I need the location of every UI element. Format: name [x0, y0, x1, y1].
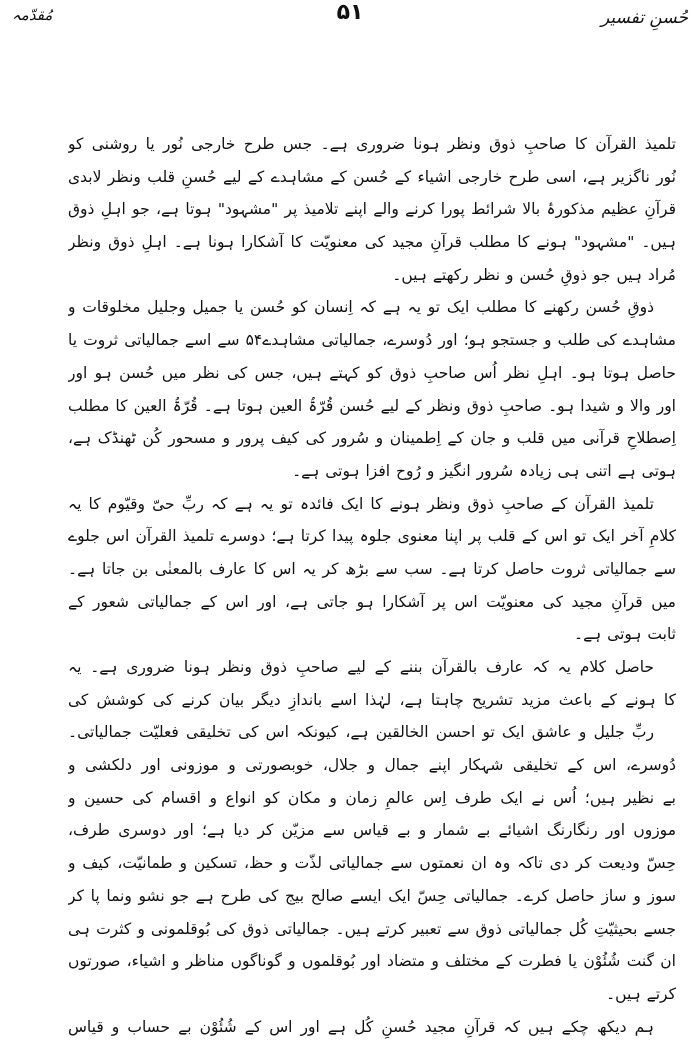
paragraph [68, 716, 676, 1010]
text-line: ہوتی ہے اتنی ہی زیادہ سُرور انگیز و رُوح افزا ہوتی ہے۔ [292, 461, 676, 480]
text-line: کا ہونے کے باعث مزید تشریح چاہتا ہے، لہٰذا اسے باندازِ دیگر بیان کرنے کی کوشش کی [68, 690, 676, 709]
paragraph [68, 488, 676, 651]
text-line: اور والا و شیدا ہو۔ صاحبِ ذوق ونظر کے لیے حُسن قُرّۃُ العین ہوتا ہے۔ قُرّۃُ العین کا مطلب [68, 396, 676, 415]
text-line: میں قرآنِ مجید کی معنویّت اس پر آشکارا ہو جاتی ہے، اور اس کے جمالیاتی شعور کے [68, 592, 676, 611]
text-line: حِسّ ودیعت کر دی تاکہ وہ ان نعمتوں سے جمالیاتی لذّت و حظ، تسکین و طمانیّت، کیف و [68, 854, 676, 873]
running-header-book-title: حُسنِ تفسیر [600, 8, 688, 28]
text-line: کرتے ہیں۔ [606, 984, 676, 1003]
paragraph [68, 651, 676, 716]
text-line: اِصطلاحِ قرآنی میں قلب و جان کے اِطمینان و سُرور کی کیف پرور و مسحور کُن ٹھنڈک ہے، [68, 429, 676, 448]
text-line: ہیں۔ "مشہود" ہونے کا مطلب قرآنِ مجید کی معنویّت کا آشکارا ہونا ہے۔ اہلِ ذوق ونظر [68, 233, 676, 252]
text-line: ان گنت شُئُوْن یا فطرت کے مختلف و متضاد اور بُوقلموں و گوناگوں مناظر و اشیاء، صورتوں [68, 952, 676, 971]
running-header-section-title: مُقدّمہ [12, 6, 53, 24]
text-line: بے نظیر ہیں؛ اُس نے ایک طرف اِس عالمِ زمان و مکان کو انواع و اقسام کی حسین و [68, 788, 676, 807]
text-line: سے جمالیاتی ثروت حاصل کرتا ہے۔ سب سے بڑھ کر یہ اس کا عارف بالمعنٰی بن جاتا ہے۔ [68, 559, 676, 578]
text-line: جسے بحیثیّتِ کُل جمالیاتی ذوق سے تعبیر کرتے ہیں۔ جمالیاتی ذوق کی بُوقلمونی و کثرت ہی [68, 919, 676, 938]
paragraph [68, 128, 676, 291]
paragraph [68, 1011, 676, 1044]
text-line: قرآنِ عظیم مذکورۂ بالا شرائط پورا کرنے والے اپنے تلامیذ پر "مشہود" ہوتا ہے، جو اہلِ ذوق [68, 200, 676, 219]
text-line: تلمیذ القرآن کے صاحبِ ذوق ونظر ہونے کا ایک فائدہ تو یہ ہے کہ ربِّ حیّ وقیّوم کا یہ [68, 494, 654, 513]
text-line: موزوں اور رنگارنگ اشیائے بے شمار و بے قیاس سے مزیّن کر دیا ہے؛ اور دوسری طرف، [68, 821, 676, 840]
text-line: تلمیذ القرآن کا صاحبِ ذوق ونظر ہونا ضروری ہے۔ جس طرح خارجی نُور یا روشنی کو [68, 135, 676, 153]
text-line: مشاہدے کی طلب و جستجو ہو؛ اور دُوسرے، جمالیاتی مشاہدے۵۴ سے اسے جمالیاتی ثروت یا [68, 331, 676, 350]
text-line: حاصل کلام یہ کہ عارف بالقرآن بننے کے لیے صاحبِ ذوق ونظر ہونا ضروری ہے۔ یہ [68, 658, 654, 676]
text-line: سوز و ساز حاصل کرے۔ جمالیاتی حِسّ ایک ایسے صالح بیج کی طرح ہے جو نشو ونما پا کر [68, 886, 676, 905]
paragraph [68, 291, 676, 487]
text-line: ربِّ جلیل و عاشق ایک تو احسن الخالقین ہے، کیونکہ اس کی تخلیقی فعلیّت جمالیاتی۔ [68, 723, 654, 742]
text-line: نُور ناگزیر ہے، اسی طرح خارجی اشیاء کے حُسن کے مشاہدے کے لیے حُسنِ قلب ونظر لابدی [68, 167, 676, 186]
text-line: دُوسرے، اس کے تخلیقی شہکار اپنے جمال و جلال، خوبصورتی و موزونی اور دلکشی و [68, 756, 676, 775]
text-line: مُراد ہیں جو ذوقِ حُسن و نظر رکھتے ہیں۔ [392, 265, 676, 284]
page-number: ۵۱ [336, 0, 364, 25]
body-text [68, 128, 676, 1043]
text-line: ذوقِ حُسن رکھنے کا مطلب ایک تو یہ ہے کہ اِنسان کو حُسن یا جمیل وجلیل مخلوقات و [68, 298, 654, 317]
text-line: ثابت ہوتی ہے۔ [574, 625, 676, 644]
text-line: ہم دیکھ چکے ہیں کہ قرآنِ مجید حُسنِ کُل ہے اور اس کے شُئُوْن بے حساب و قیاس [68, 1017, 654, 1036]
text-line: کلامِ آخر ایک تو اس کے قلب پر اپنا معنوی جلوہ پیدا کرتا ہے؛ دوسرے تلمیذ القرآن اس جلوے [68, 527, 676, 546]
text-line: حاصل ہوتا ہو۔ اہلِ نظر اُس صاحبِ ذوق کو کہتے ہیں، جس کی نظر میں حُسن ہو اور [68, 363, 676, 382]
